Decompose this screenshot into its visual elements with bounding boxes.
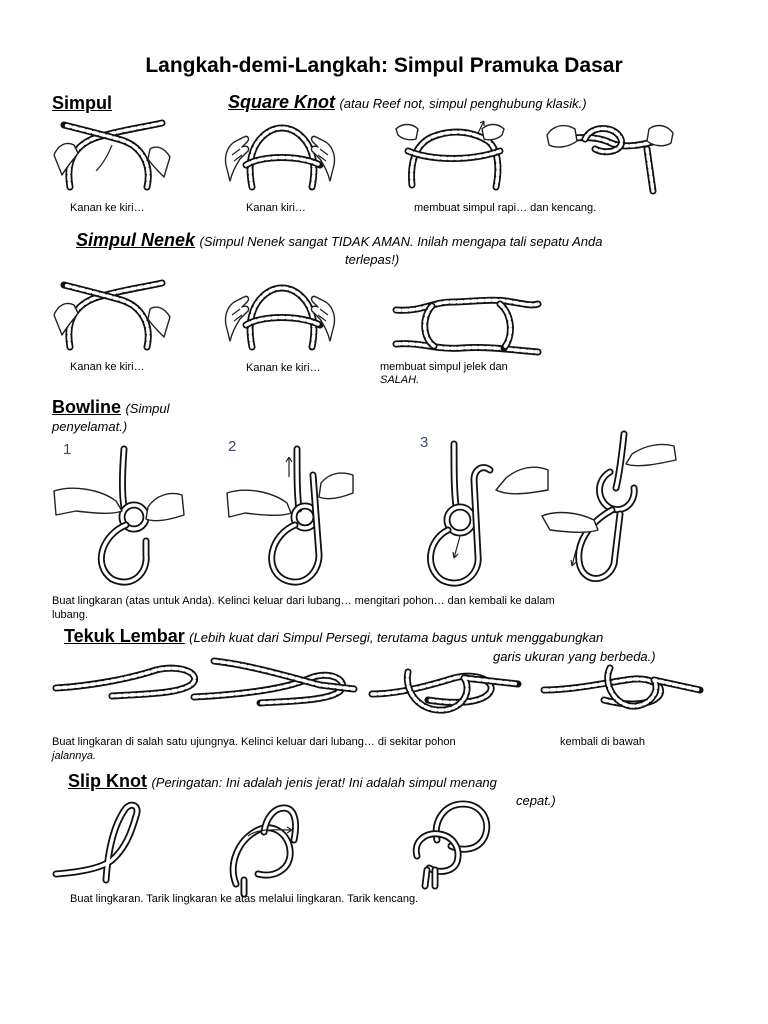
bowline-header: [52, 397, 170, 418]
slip-knot-note-2: cepat.): [516, 793, 556, 808]
sheet-bend-caption-right: kembali di bawah: [560, 736, 645, 748]
bowline-step3-illustration: [408, 440, 558, 590]
bowline-note-1: (Simpul: [125, 401, 170, 416]
square-knot-step2-illustration: [222, 115, 342, 195]
slip-knot-header: [68, 771, 497, 792]
bowline-step1-illustration: [52, 445, 202, 590]
sheet-bend-header: [64, 626, 603, 647]
square-knot-header: [228, 92, 587, 113]
sheet-bend-heading: Tekuk Lembar: [64, 626, 185, 646]
granny-knot-caption-3b: SALAH.: [380, 374, 420, 386]
slip-knot-caption: Buat lingkaran. Tarik lingkaran ke atas melalui lingkaran. Tarik kencang.: [70, 893, 419, 905]
section-label-simpul: Simpul: [52, 93, 113, 113]
sheet-bend-caption-line-2: jalannya.: [52, 750, 97, 762]
sheet-bend-step4-illustration: [540, 660, 705, 720]
granny-knot-step1-illustration: [52, 275, 172, 355]
bowline-step4-illustration: [540, 432, 690, 592]
bowline-note-2: penyelamat.): [52, 419, 128, 434]
slip-knot-step2-illustration: [218, 800, 328, 895]
sheet-bend-step1-illustration: [52, 660, 202, 710]
square-knot-heading: Square Knot: [228, 92, 336, 112]
granny-knot-caption-3a: membuat simpul jelek dan: [380, 361, 508, 373]
granny-knot-result-illustration: [392, 292, 542, 356]
bowline-step2-illustration: [225, 445, 375, 590]
slip-knot-note-1: (Peringatan: Ini adalah jenis jerat! Ini adalah simpul menang: [151, 775, 497, 790]
square-knot-step1-illustration: [52, 115, 172, 195]
sheet-bend-step3-illustration: [368, 660, 528, 720]
granny-knot-caption-2: Kanan ke kiri…: [246, 362, 321, 374]
square-knot-caption-3: membuat simpul rapi… dan kencang.: [414, 202, 597, 214]
bowline-step-number-3: 3: [420, 434, 429, 451]
square-knot-step4-illustration: [545, 115, 675, 195]
granny-knot-caption-1: Kanan ke kiri…: [70, 361, 145, 373]
granny-knot-step2-illustration: [222, 275, 342, 355]
slip-knot-step1-illustration: [52, 800, 162, 895]
page-title: Langkah-demi-Langkah: Simpul Pramuka Dasar: [145, 54, 623, 77]
sheet-bend-note-1: (Lebih kuat dari Simpul Persegi, terutama bagus untuk menggabungkan: [189, 630, 604, 645]
square-knot-step3-illustration: [392, 115, 512, 195]
granny-knot-note-2: terlepas!): [345, 252, 400, 267]
bowline-heading: Bowline: [52, 397, 122, 417]
bowline-step-number-2: 2: [228, 438, 237, 455]
bowline-caption-line-2: lubang.: [52, 609, 89, 621]
slip-knot-heading: Slip Knot: [68, 771, 147, 791]
sheet-bend-caption-line-1: Buat lingkaran di salah satu ujungnya. Kelinci keluar dari lubang… di sekitar pohon: [52, 736, 456, 748]
granny-knot-note-1: (Simpul Nenek sangat TIDAK AMAN. Inilah mengapa tali sepatu Anda: [199, 234, 603, 249]
bowline-caption-line-1: Buat lingkaran (atas untuk Anda). Kelinci keluar dari lubang… mengitari pohon… dan kembali ke dalam: [52, 595, 555, 607]
slip-knot-step3-illustration: [405, 800, 505, 890]
sheet-bend-step2-illustration: [190, 655, 360, 715]
bowline-step-number-1: 1: [63, 441, 72, 458]
sheet-bend-note-2: garis ukuran yang berbeda.): [493, 649, 656, 664]
square-knot-caption-1: Kanan ke kiri…: [70, 202, 145, 214]
granny-knot-header: [76, 230, 602, 251]
granny-knot-heading: Simpul Nenek: [76, 230, 196, 250]
square-knot-caption-2: Kanan kiri…: [246, 202, 306, 214]
square-knot-note: (atau Reef not, simpul penghubung klasik.): [339, 96, 587, 111]
